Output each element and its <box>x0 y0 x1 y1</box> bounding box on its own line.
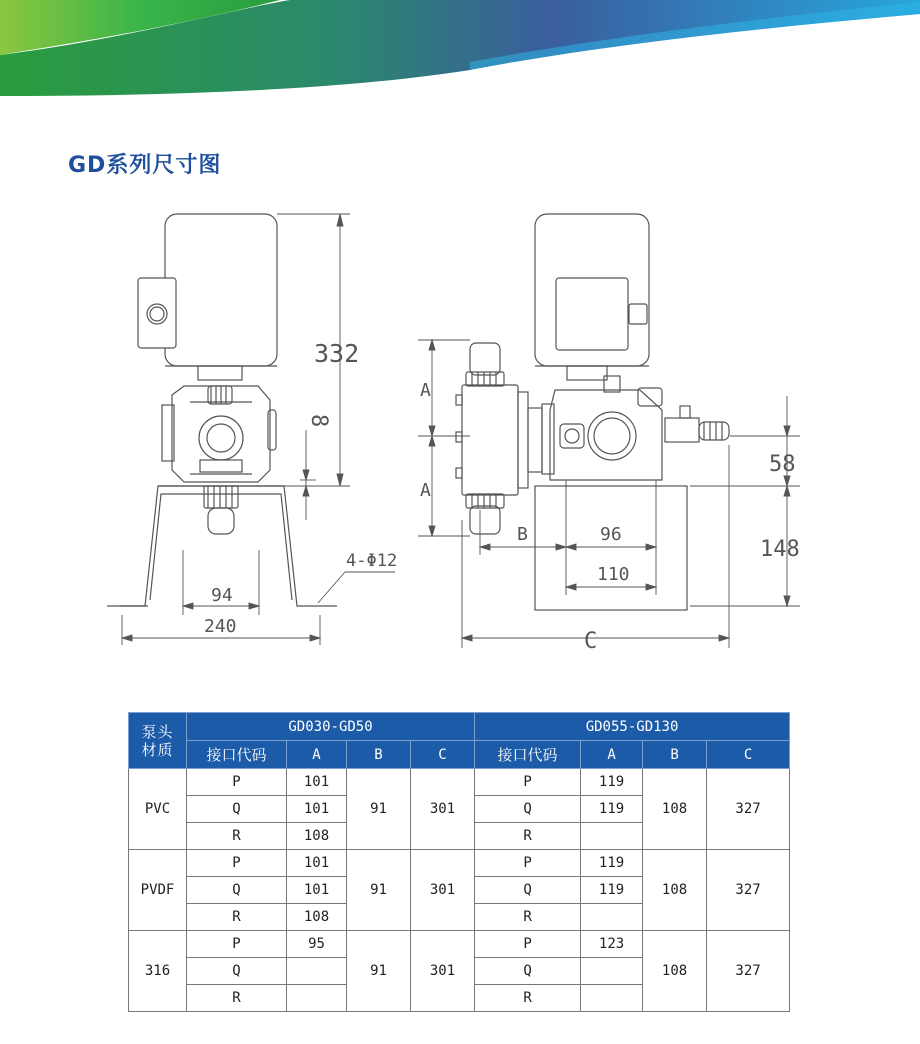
code-cell: R <box>475 904 581 931</box>
code-cell: P <box>187 850 287 877</box>
a-value-cell: 123 <box>581 931 643 958</box>
code-cell: R <box>475 985 581 1012</box>
code-cell: P <box>187 931 287 958</box>
b-value-cell: 91 <box>347 850 411 931</box>
empty-cell <box>287 985 347 1012</box>
header-C-1: C <box>411 741 475 769</box>
b-value-cell: 108 <box>643 769 707 850</box>
dim-label-hole-spec: 4-Φ12 <box>346 551 398 571</box>
material-cell: 316 <box>129 931 187 1012</box>
header-banner <box>0 0 920 100</box>
b-value-cell: 91 <box>347 931 411 1012</box>
material-cell: PVC <box>129 769 187 850</box>
dim-label-58: 58 <box>769 452 796 477</box>
table-row <box>129 769 790 796</box>
code-cell: P <box>475 769 581 796</box>
a-value-cell: 108 <box>287 823 347 850</box>
code-cell: Q <box>187 877 287 904</box>
header-code-1: 接口代码 <box>187 741 287 769</box>
dim-label-C: C <box>584 629 598 654</box>
c-value-cell: 301 <box>411 931 475 1012</box>
a-value-cell: 119 <box>581 877 643 904</box>
code-cell: P <box>475 931 581 958</box>
c-value-cell: 301 <box>411 769 475 850</box>
dim-label-110: 110 <box>597 564 630 585</box>
a-value-cell: 119 <box>581 850 643 877</box>
empty-cell <box>581 823 643 850</box>
empty-cell <box>581 958 643 985</box>
dim-label-332: 332 <box>314 339 360 368</box>
dim-label-148: 148 <box>760 537 800 562</box>
b-value-cell: 108 <box>643 931 707 1012</box>
header-B-1: B <box>347 741 411 769</box>
code-cell: R <box>475 823 581 850</box>
a-value-cell: 101 <box>287 796 347 823</box>
dim-label-8: 8 <box>306 414 331 428</box>
a-value-cell: 95 <box>287 931 347 958</box>
front-view-pump <box>107 214 337 606</box>
a-value-cell: 119 <box>581 769 643 796</box>
dim-label-A-bottom: A <box>420 480 431 501</box>
empty-cell <box>287 958 347 985</box>
header-group-2: GD055-GD130 <box>475 713 790 741</box>
a-value-cell: 101 <box>287 850 347 877</box>
code-cell: Q <box>475 796 581 823</box>
empty-cell <box>581 985 643 1012</box>
header-A-2: A <box>581 741 643 769</box>
header-code-2: 接口代码 <box>475 741 581 769</box>
code-cell: R <box>187 823 287 850</box>
a-value-cell: 108 <box>287 904 347 931</box>
dim-label-96: 96 <box>600 524 622 545</box>
a-value-cell: 119 <box>581 796 643 823</box>
code-cell: R <box>187 985 287 1012</box>
side-view-pump <box>456 214 729 610</box>
header-A-1: A <box>287 741 347 769</box>
code-cell: P <box>475 850 581 877</box>
a-value-cell: 101 <box>287 877 347 904</box>
material-cell: PVDF <box>129 850 187 931</box>
dim-label-240: 240 <box>204 616 237 637</box>
a-value-cell: 101 <box>287 769 347 796</box>
code-cell: Q <box>475 877 581 904</box>
dimension-drawing <box>0 200 920 660</box>
header-material: 泵头 材质 <box>129 713 187 769</box>
code-cell: Q <box>187 958 287 985</box>
table-row <box>129 850 790 877</box>
c-value-cell: 327 <box>707 769 790 850</box>
code-cell: Q <box>187 796 287 823</box>
b-value-cell: 91 <box>347 769 411 850</box>
c-value-cell: 327 <box>707 931 790 1012</box>
dim-label-A-top: A <box>420 380 431 401</box>
header-group-1: GD030-GD50 <box>187 713 475 741</box>
dimension-spec-table <box>128 712 790 1012</box>
empty-cell <box>581 904 643 931</box>
code-cell: P <box>187 769 287 796</box>
code-cell: Q <box>475 958 581 985</box>
c-value-cell: 327 <box>707 850 790 931</box>
b-value-cell: 108 <box>643 850 707 931</box>
dim-label-94: 94 <box>211 585 233 606</box>
header-B-2: B <box>643 741 707 769</box>
code-cell: R <box>187 904 287 931</box>
page-title: GD系列尺寸图 <box>68 153 222 178</box>
header-C-2: C <box>707 741 790 769</box>
table-row <box>129 931 790 958</box>
dim-label-B: B <box>517 524 528 545</box>
c-value-cell: 301 <box>411 850 475 931</box>
